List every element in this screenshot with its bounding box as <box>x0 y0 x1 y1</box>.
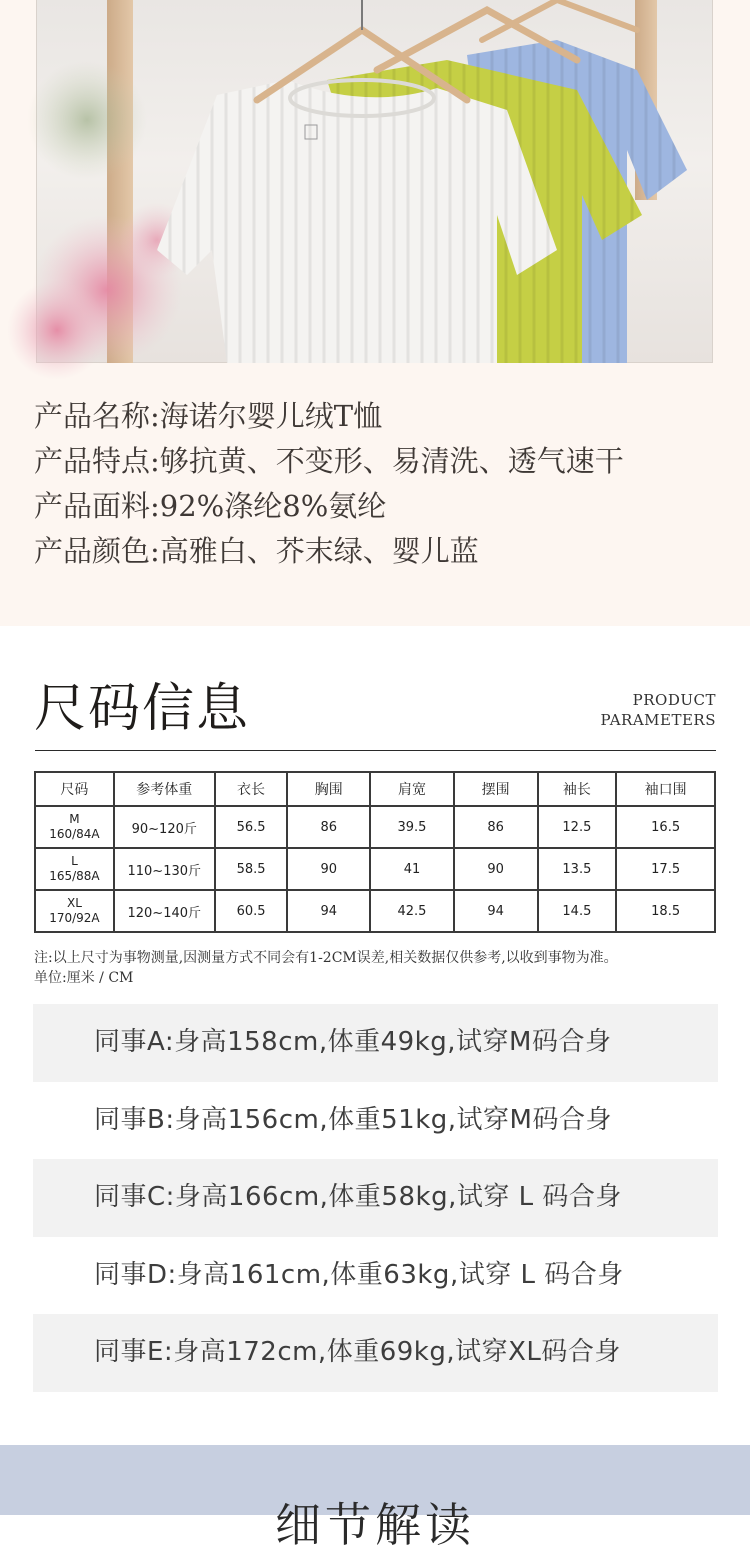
note-line-1: 注:以上尺寸为事物测量,因测量方式不同会有1-2CM误差,相关数据仅供参考,以收到事物为准。 <box>34 950 618 966</box>
title-divider <box>35 750 716 751</box>
product-name-label: 产品名称: <box>34 399 160 433</box>
shoulder-cell: 42.5 <box>370 890 454 932</box>
table-row <box>35 848 715 890</box>
shoulder-cell: 39.5 <box>370 806 454 848</box>
product-info-list <box>34 394 724 574</box>
cuff-cell: 18.5 <box>616 890 715 932</box>
product-colors-label: 产品颜色: <box>34 534 160 568</box>
length-cell: 60.5 <box>215 890 288 932</box>
product-features-label: 产品特点: <box>34 444 160 478</box>
list-item: 同事E:身高172cm,体重69kg,试穿XL码合身 <box>33 1314 718 1392</box>
detail-section-title: 细节解读 <box>275 1498 475 1552</box>
hem-cell: 94 <box>454 890 538 932</box>
sleeve-cell: 14.5 <box>538 890 617 932</box>
size-section-title: 尺码信息 <box>34 679 251 739</box>
weight-cell: 110~130斤 <box>114 848 215 890</box>
fit-reference-list <box>33 1004 718 1392</box>
hem-cell: 90 <box>454 848 538 890</box>
header-sleeve: 袖长 <box>538 772 617 806</box>
length-cell: 58.5 <box>215 848 288 890</box>
product-section <box>0 0 750 626</box>
size-spec: 170/92A <box>49 911 100 925</box>
product-fabric-label: 产品面料: <box>34 489 160 523</box>
table-header-row <box>35 772 715 806</box>
header-length: 衣长 <box>215 772 288 806</box>
chest-cell: 90 <box>287 848 370 890</box>
list-item: 同事C:身高166cm,体重58kg,试穿 L 码合身 <box>33 1159 718 1237</box>
product-name-value: 海诺尔婴儿绒T恤 <box>159 399 383 433</box>
length-cell: 56.5 <box>215 806 288 848</box>
list-item: 同事A:身高158cm,体重49kg,试穿M码合身 <box>33 1004 718 1082</box>
product-colors-value: 高雅白、芥末绿、婴儿蓝 <box>159 534 479 568</box>
hem-cell: 86 <box>454 806 538 848</box>
chest-cell: 86 <box>287 806 370 848</box>
weight-cell: 120~140斤 <box>114 890 215 932</box>
chest-cell: 94 <box>287 890 370 932</box>
product-name-row <box>34 394 724 439</box>
header-chest: 胸围 <box>287 772 370 806</box>
tshirts-on-hangers-image <box>37 0 714 363</box>
list-item: 同事D:身高161cm,体重63kg,试穿 L 码合身 <box>33 1237 718 1315</box>
product-fabric-value: 92%涤纶8%氨纶 <box>159 489 387 523</box>
size-spec: 160/84A <box>49 827 100 841</box>
size-cell <box>35 890 114 932</box>
measurement-note <box>34 948 724 988</box>
size-label: XL <box>66 896 82 910</box>
size-table <box>34 771 716 933</box>
note-line-2: 单位:厘米 / CM <box>34 970 134 986</box>
size-section-subtitle <box>600 690 716 730</box>
size-cell <box>35 806 114 848</box>
product-features-value: 够抗黄、不变形、易清洗、透气速干 <box>159 444 624 478</box>
list-item: 同事B:身高156cm,体重51kg,试穿M码合身 <box>33 1082 718 1160</box>
cuff-cell: 17.5 <box>616 848 715 890</box>
header-hem: 摆围 <box>454 772 538 806</box>
weight-cell: 90~120斤 <box>114 806 215 848</box>
subtitle-line-1: PRODUCT <box>632 691 716 709</box>
size-cell <box>35 848 114 890</box>
cuff-cell: 16.5 <box>616 806 715 848</box>
product-features-row <box>34 439 724 484</box>
table-row <box>35 890 715 932</box>
size-label: L <box>71 854 78 868</box>
product-photo <box>36 0 713 363</box>
detail-section <box>0 1445 750 1552</box>
product-fabric-row <box>34 484 724 529</box>
header-shoulder: 肩宽 <box>370 772 454 806</box>
sleeve-cell: 13.5 <box>538 848 617 890</box>
shoulder-cell: 41 <box>370 848 454 890</box>
header-size: 尺码 <box>35 772 114 806</box>
size-spec: 165/88A <box>49 869 100 883</box>
subtitle-line-2: PARAMETERS <box>600 711 716 729</box>
size-label: M <box>69 812 80 826</box>
product-colors-row <box>34 529 724 574</box>
table-row <box>35 806 715 848</box>
sleeve-cell: 12.5 <box>538 806 617 848</box>
header-cuff: 袖口围 <box>616 772 715 806</box>
header-weight: 参考体重 <box>114 772 215 806</box>
